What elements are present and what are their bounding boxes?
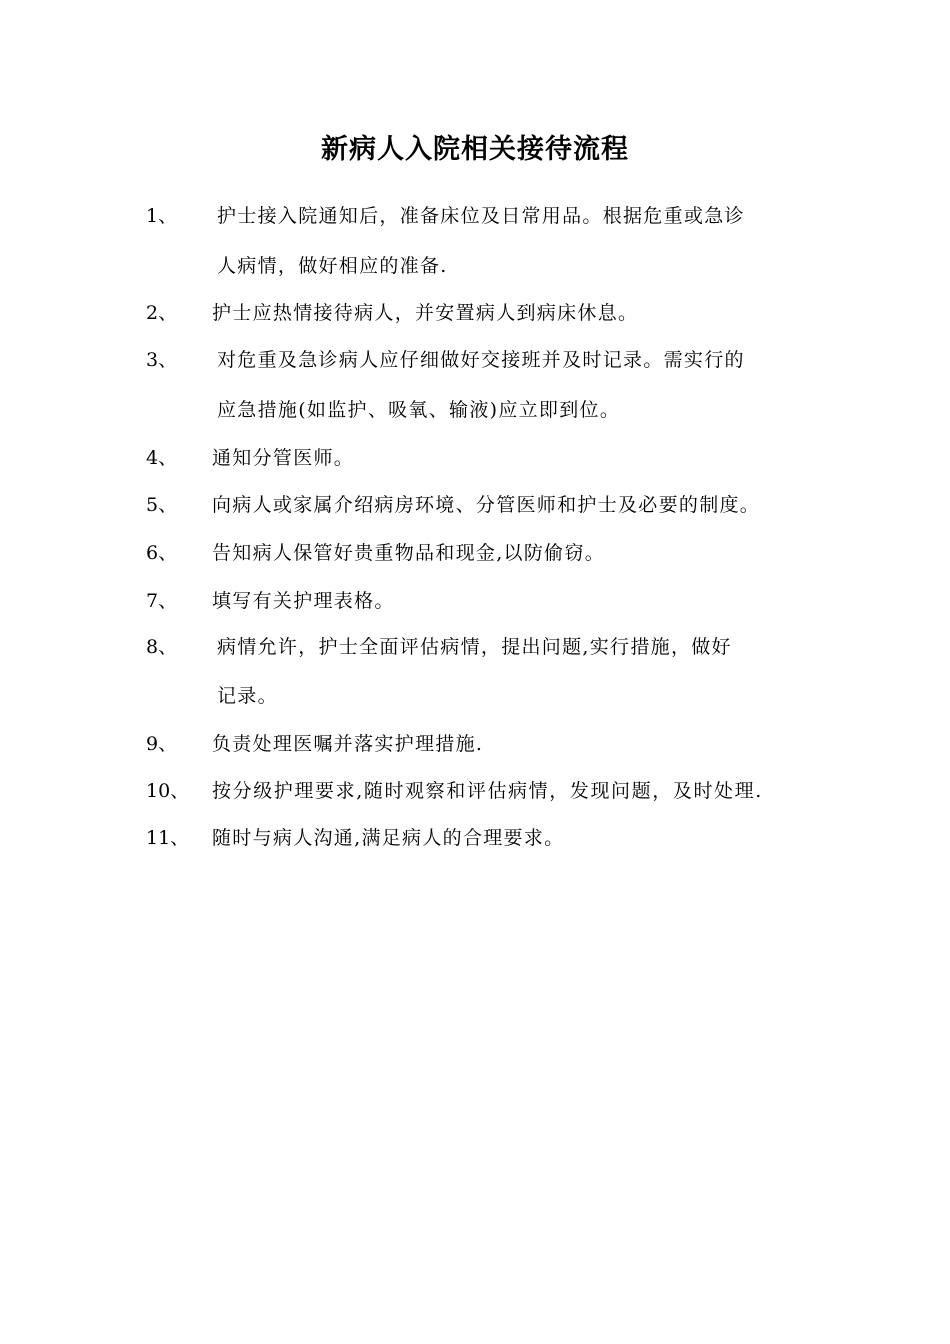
item-number: 3、 [146,349,178,371]
item-text: 填写有关护理表格。 [212,590,395,612]
item-text: 人病情，做好相应的准备. [217,255,448,277]
document-title: 新病人入院相关接待流程 [321,134,629,165]
item-text: 向病人或家属介绍病房环境、分管医师和护士及必要的制度。 [212,494,761,516]
item-text: 病情允许，护士全面评估病情，提出问题,实行措施，做好 [217,636,732,658]
item-text: 通知分管医师。 [212,447,355,469]
item-number: 6、 [146,542,178,564]
item-text: 记录。 [217,685,278,707]
item-text: 护士接入院通知后，准备床位及日常用品。根据危重或急诊 [217,205,745,227]
item-text: 对危重及急诊病人应仔细做好交接班并及时记录。需实行的 [217,349,745,371]
item-number: 7、 [146,590,178,612]
item-number: 5、 [146,494,178,516]
item-number: 4、 [146,447,178,469]
item-text: 按分级护理要求,随时观察和评估病情，发现问题，及时处理. [212,780,763,802]
item-text: 随时与病人沟通,满足病人的合理要求。 [212,827,565,849]
item-number: 1、 [146,205,178,227]
item-number: 8、 [146,636,178,658]
item-number: 9、 [146,733,178,755]
item-number: 2、 [146,302,178,324]
item-text: 告知病人保管好贵重物品和现金,以防偷窃。 [212,542,606,564]
item-text: 应急措施(如监护、吸氧、输液)应立即到位。 [217,399,621,421]
item-number: 11、 [146,827,190,849]
item-text: 负责处理医嘱并落实护理措施. [212,733,484,755]
item-text: 护士应热情接待病人，并安置病人到病床休息。 [212,302,639,324]
item-number: 10、 [146,780,190,802]
